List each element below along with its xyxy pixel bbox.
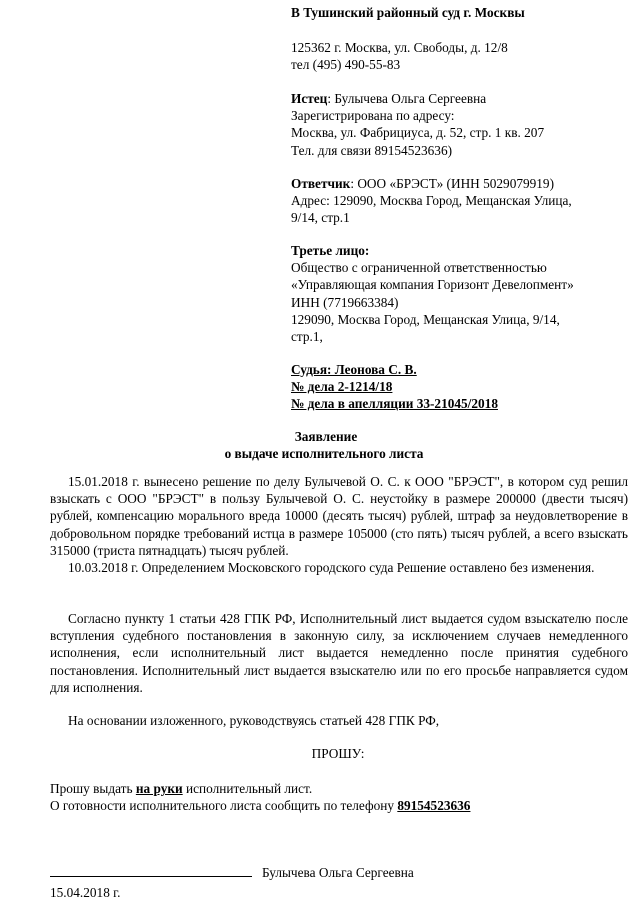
plaintiff-label: Истец: [291, 91, 328, 106]
signature-blank: [50, 864, 252, 877]
third-party-line-2: «Управляющая компания Горизонт Девелопмент»: [291, 277, 574, 293]
case-number: № дела 2-1214/18: [291, 379, 393, 395]
signature-name: Булычева Ольга Сергеевна: [262, 865, 414, 880]
third-party-inn: ИНН (7719663384): [291, 294, 399, 310]
third-party-label: Третье лицо:: [291, 243, 370, 258]
court-phone: тел (495) 490-55-83: [291, 57, 401, 73]
body-paragraph-3: [50, 610, 628, 696]
appeal-number: № дела в апелляции 33-21045/2018: [291, 396, 498, 412]
paragraph-law: Согласно пункту 1 статьи 428 ГПК РФ, Исполнительный лист выдается судом взыскателю после вступления судебного постановления в законную силу, за исключением случаев немедленного исполнения, если исполнительный лист выдается немедленно после принятия судебного постановления. Исполнительный лист выдается взыскателю или по его просьбе направляется судом для исполнения.: [50, 611, 628, 695]
third-party-block: [291, 242, 631, 345]
plaintiff-registered: Зарегистрирована по адресу:: [291, 108, 455, 124]
third-party-line-1: Общество с ограниченной ответственностью: [291, 260, 547, 276]
plaintiff-line: [291, 90, 631, 107]
request-line-2-pre: О готовности исполнительного листа сообщить по телефону: [50, 798, 398, 814]
defendant-line: [291, 175, 631, 192]
plaintiff-name: : Булычева Ольга Сергеевна: [327, 91, 487, 106]
signature-date: 15.04.2018 г.: [50, 885, 121, 901]
case-block: [291, 361, 631, 413]
plaintiff-block: [291, 90, 631, 159]
defendant-block: [291, 175, 631, 227]
court-address: 125362 г. Москва, ул. Свободы, д. 12/8: [291, 40, 508, 55]
court-name: В Тушинский районный суд г. Москвы: [291, 5, 525, 20]
defendant-label: Ответчик: [291, 176, 351, 191]
body-paragraph-4: [50, 712, 628, 729]
request-line-1-post: исполнительный лист.: [182, 781, 313, 796]
plaintiff-address: Москва, ул. Фабрициуса, д. 52, стр. 1 кв. 207: [291, 125, 545, 141]
title-line-1: Заявление: [294, 429, 358, 444]
defendant-text: : ООО «БРЭСТ» (ИНН 5029079919): [350, 176, 555, 191]
defendant-address-2: 9/14, стр.1: [291, 210, 350, 226]
third-party-address: 129090, Москва Город, Мещанская Улица, 9/14,: [291, 311, 560, 327]
document-title: [0, 428, 640, 462]
title-line-2: о выдаче исполнительного листа: [224, 446, 424, 462]
body-paragraph-1: [50, 473, 628, 576]
request-phone: 89154523636: [397, 798, 471, 814]
court-contacts: [291, 39, 631, 73]
signature-line: [50, 864, 628, 881]
paragraph-basis: На основании изложенного, руководствуясь статьей 428 ГПК РФ,: [68, 713, 440, 728]
request-block: [50, 780, 628, 814]
judge: Судья: Леонова С. В.: [291, 362, 417, 377]
paragraph-decision: 15.01.2018 г. вынесено решение по делу Булычевой О. С. к ООО "БРЭСТ", в котором суд решил взыскать с ООО "БРЭСТ" в пользу Булычевой О. С. неустойку в размере 200000 (двести тысяч) рублей, компенсацию морального вреда 10000 (десять тысяч) рублей, штраф за неудовлетворение в добровольном порядке требований истца в размере 105000 (сто пять) тысяч рублей, а всего взыскать 315000 (триста пятнадцать) тысяч рублей.: [50, 474, 628, 558]
request-line-2: [50, 797, 628, 814]
request-line-1: [50, 780, 628, 797]
third-party-address-2: стр.1,: [291, 329, 323, 345]
request-line-1-pre: Прошу выдать: [50, 781, 136, 796]
court-block: [291, 4, 631, 21]
request-on-hands: на руки: [135, 781, 183, 796]
plaintiff-phone: Тел. для связи 89154523636): [291, 142, 453, 158]
signature-block: [50, 864, 628, 901]
request-heading-block: [0, 745, 640, 762]
paragraph-appeal: 10.03.2018 г. Определением Московского городского суда Решение оставлено без изменения.: [68, 560, 595, 576]
defendant-address: Адрес: 129090, Москва Город, Мещанская Улица,: [291, 193, 572, 209]
request-heading: ПРОШУ:: [311, 746, 365, 761]
